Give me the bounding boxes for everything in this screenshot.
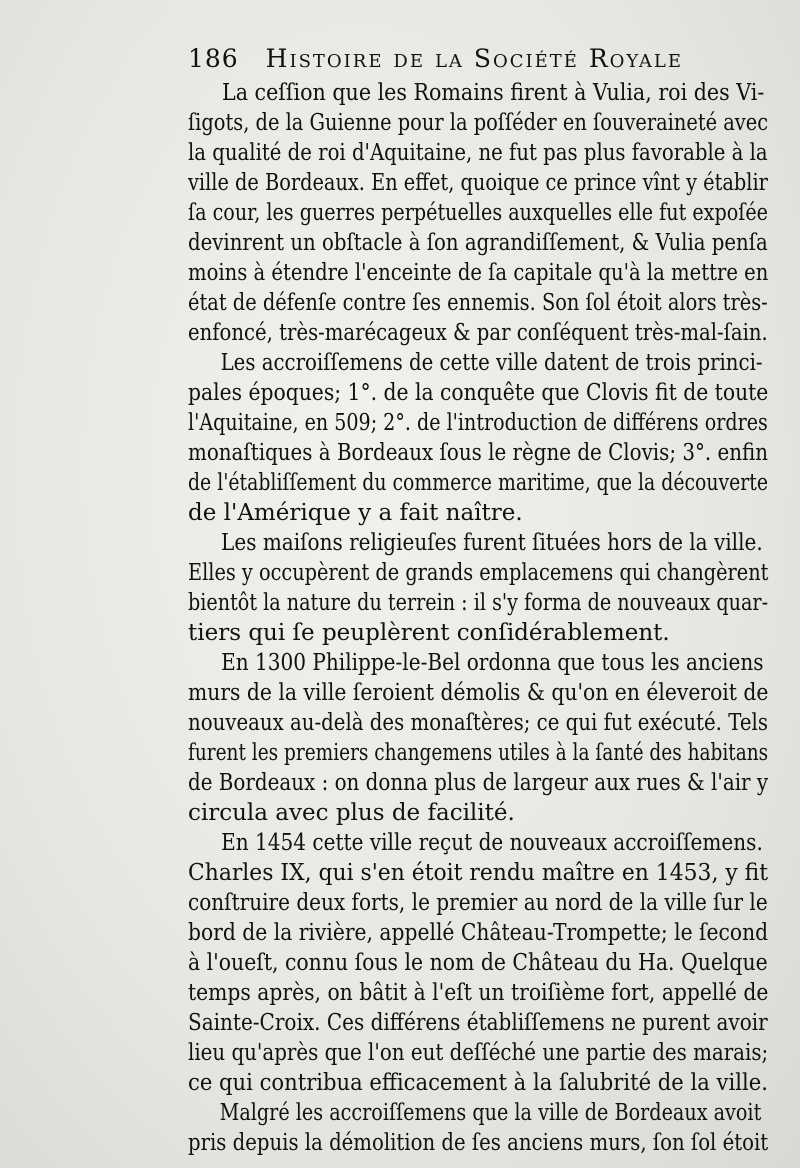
page-number: 186 bbox=[188, 44, 239, 73]
text-line: bientôt la nature du terrein : il s'y forma de nouveaux quar- bbox=[188, 590, 769, 616]
text-line: furent les premiers changemens utiles à la ſanté des habitans bbox=[188, 740, 769, 766]
text-line: En 1454 cette ville reçut de nouveaux accroiſſemens. bbox=[221, 830, 763, 856]
text-line: la qualité de roi d'Aquitaine, ne fut pas plus favorable à la bbox=[188, 140, 768, 166]
text-line: murs de la ville ſeroient démolis & qu'on en éleveroit de bbox=[188, 680, 769, 706]
running-title: Histoire de la Société Royale bbox=[265, 44, 683, 73]
text-line: moins à étendre l'enceinte de ſa capitale qu'à la mettre en bbox=[188, 260, 769, 286]
text-line: tiers qui ſe peuplèrent conſidérablement. bbox=[188, 620, 670, 646]
text-line: circula avec plus de facilité. bbox=[188, 800, 515, 826]
text-line: pris depuis la démolition de ſes anciens murs, ſon ſol étoit bbox=[188, 1130, 769, 1156]
text-line: ce qui contribua efficacement à la ſalubrité de la ville. bbox=[188, 1070, 768, 1096]
text-line: ſigots, de la Guienne pour la poſſéder en ſouveraineté avec bbox=[188, 110, 769, 136]
text-line: devinrent un obſtacle à ſon agrandiſſement, & Vulia penſa bbox=[188, 230, 768, 256]
text-line: nouveaux au-delà des monaſtères; ce qui fut exécuté. Tels bbox=[188, 710, 768, 736]
text-line: Malgré les accroiſſemens que la ville de Bordeaux avoit bbox=[219, 1100, 762, 1126]
text-line: de l'Amérique y a fait naître. bbox=[188, 500, 523, 526]
text-line: de Bordeaux : on donna plus de largeur aux rues & l'air y bbox=[188, 770, 769, 796]
text-line: conſtruire deux forts, le premier au nord de la ville ſur le bbox=[188, 890, 768, 916]
text-line: Les accroiſſemens de cette ville datent de trois princi- bbox=[220, 350, 763, 376]
text-line: La ceſſion que les Romains firent à Vulia, roi des Vi- bbox=[222, 80, 765, 106]
text-line: ville de Bordeaux. En effet, quoique ce prince vînt y établir bbox=[188, 170, 768, 196]
text-line: état de défenſe contre ſes ennemis. Son ſol étoit alors très- bbox=[188, 290, 768, 316]
text-line: pales époques; 1°. de la conquête que Clovis fit de toute bbox=[188, 380, 769, 406]
text-line: lieu qu'après que l'on eut deſſéché une partie des marais; bbox=[188, 1040, 769, 1066]
text-line: Charles IX, qui s'en étoit rendu maître en 1453, y fit bbox=[188, 860, 769, 886]
text-line: l'Aquitaine, en 509; 2°. de l'introduction de différens ordres bbox=[188, 410, 768, 436]
text-line: temps après, on bâtit à l'eſt un troiſième fort, appellé de bbox=[188, 980, 769, 1006]
body-text bbox=[188, 78, 768, 1158]
text-line: En 1300 Philippe-le-Bel ordonna que tous les anciens bbox=[221, 650, 764, 676]
page-header bbox=[188, 44, 788, 73]
text-line: Elles y occupèrent de grands emplacemens qui changèrent bbox=[188, 560, 769, 586]
text-line: ſa cour, les guerres perpétuelles auxquelles elle fut expoſée bbox=[188, 200, 768, 226]
text-line: bord de la rivière, appellé Château-Trompette; le ſecond bbox=[188, 920, 769, 946]
text-line: à l'oueſt, connu ſous le nom de Château du Ha. Quelque bbox=[188, 950, 768, 976]
text-line: de l'établiſſement du commerce maritime, que la découverte bbox=[188, 470, 769, 496]
text-line: monaſtiques à Bordeaux ſous le règne de Clovis; 3°. enfin bbox=[188, 440, 769, 466]
text-line: enfoncé, très-marécageux & par conſéquent très-mal-ſain. bbox=[188, 320, 768, 346]
text-line: Les maiſons religieuſes furent ſituées hors de la ville. bbox=[221, 530, 763, 556]
text-line: Sainte-Croix. Ces différens établiſſemens ne purent avoir bbox=[188, 1010, 768, 1036]
